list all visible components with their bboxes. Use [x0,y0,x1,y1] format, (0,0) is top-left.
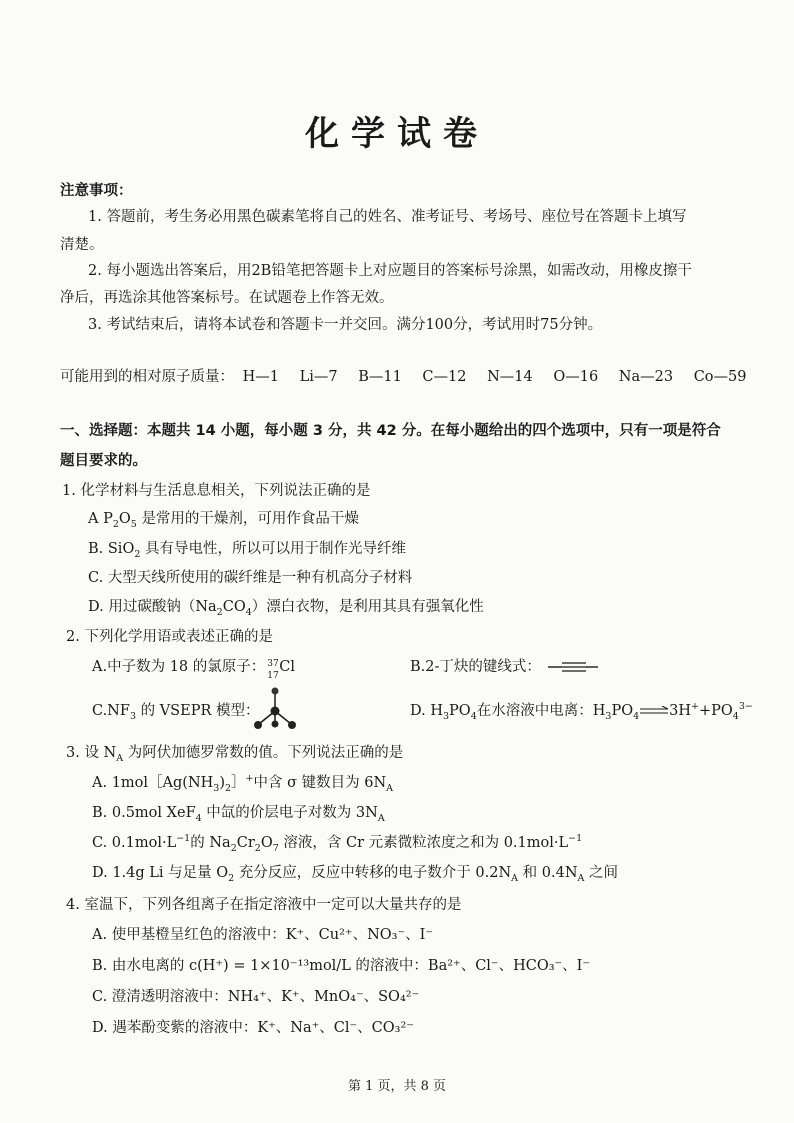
q3-option-d: D. 1.4g Li 与足量 $O_2$ 充分反应，反应中转移的电子数介于 $0.2N_A$ 和 $0.4N_A$ 之间 [92,865,618,884]
atomic-mass-value: Na—23 [618,369,674,385]
page-title: 化学试卷 [305,114,489,154]
q3-option-b: B. 0.5mol XeF$_4$ 中氙的价层电子对数为 $3N_A$ [92,805,385,824]
bond-line-structure-icon [546,660,600,674]
q3-option-a: A. $1mol[Ag(NH_3)_2]^+$中含 σ 键数目为 $6N_A$ [92,773,394,794]
atomic-mass-value: C—12 [422,369,467,385]
q1-option-c: C. 大型天线所使用的碳纤维是一种有机高分子材料 [88,570,413,586]
notice-heading: 注意事项： [60,183,133,199]
question-1-stem: 1. 化学材料与生活息息相关，下列说法正确的是 [62,483,371,499]
reversible-arrow-icon [639,706,669,716]
section-heading-cont: 题目要求的。 [60,453,147,469]
q4-option-a: A. 使甲基橙呈红色的溶液中：K⁺、Cu²⁺、NO₃⁻、I⁻ [92,927,433,943]
vsepr-model-icon [250,686,300,736]
atomic-mass-label: 可能用到的相对原子质量： [60,369,234,385]
q1-option-a: A $P_2O_5$ 是常用的干燥剂，可用作食品干燥 [88,511,359,530]
page-footer: 第 1 页，共 8 页 [347,1079,447,1094]
notice-line: 清楚。 [60,237,104,253]
question-3-stem: 3. 设 $N_A$ 为阿伏加德罗常数的值。下列说法正确的是 [66,745,404,764]
q2-option-a: A.中子数为 18 的氯原子： 37 17 Cl [92,659,295,681]
q3-option-c: C. $0.1mol\cdot L^{-1}$的 $Na_2Cr_2O_7$ 溶液，含 Cr 元素微粒浓度之和为 $0.1mol\cdot L^{-1}$ [92,833,583,854]
q4-option-d: D. 遇苯酚变紫的溶液中：K⁺、Na⁺、Cl⁻、CO₃²⁻ [92,1020,414,1036]
q2-option-b: B.2-丁炔的键线式： [410,658,600,676]
question-4-stem: 4. 室温下，下列各组离子在指定溶液中一定可以大量共存的是 [66,897,462,913]
atomic-mass-row [60,368,746,386]
atomic-mass-value: H—1 [242,369,279,385]
atomic-mass-value: Co—59 [693,369,747,385]
notice-line: 1. 答题前，考生务必用黑色碳素笔将自己的姓名、准考证号、考场号、座位号在答题卡上填写 [88,209,687,225]
q2-option-d: D. $H_3PO_4$在水溶液中电离：$H_3PO_4$ $3H^++PO_4^{3-}$ [410,701,753,722]
section-heading: 一、选择题：本题共 14 小题，每小题 3 分，共 42 分。在每小题给出的四个选项中，只有一项是符合 [60,423,721,439]
atomic-mass-value: B—11 [358,369,402,385]
q2-option-c: $C.NF_3$ 的 VSEPR 模型： [92,703,260,722]
q1-option-d: D. 用过碳酸钠$(Na_2CO_4)$漂白衣物，是利用其具有强氧化性 [88,599,484,618]
isotope-notation: 37 17 [267,659,279,681]
notice-line: 3. 考试结束后，请将本试卷和答题卡一并交回。满分100分，考试用时75分钟。 [88,317,603,333]
q4-option-b: B. 由水电离的 c(H⁺) = 1×10⁻¹³mol/L 的溶液中：Ba²⁺、Cl⁻、HCO₃⁻、I⁻ [92,958,591,974]
q4-option-c: C. 澄清透明溶液中：NH₄⁺、K⁺、MnO₄⁻、SO₄²⁻ [92,989,420,1005]
notice-line: 2. 每小题选出答案后，用2B铅笔把答题卡上对应题目的答案标号涂黑，如需改动，用橡皮擦干 [88,263,692,279]
notice-line: 净后，再选涂其他答案标号。在试题卷上作答无效。 [60,290,394,306]
atomic-mass-value: O—16 [553,369,599,385]
question-2-stem: 2. 下列化学用语或表述正确的是 [66,629,273,645]
q1-option-b: B. SiO$_2$ 具有导电性，所以可以用于制作光导纤维 [88,541,406,560]
atomic-mass-value: Li—7 [299,369,338,385]
atomic-mass-value: N—14 [487,369,533,385]
